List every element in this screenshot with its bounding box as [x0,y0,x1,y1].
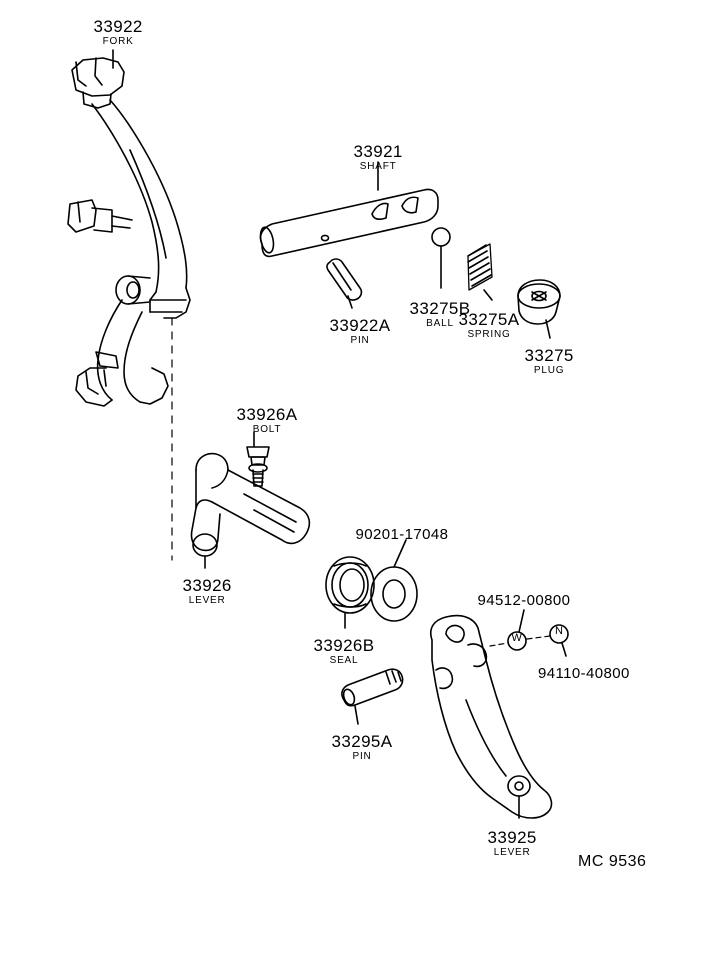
part-description: SEAL [329,654,359,666]
label-90201-17048 [356,527,449,543]
leader-90201 [394,540,406,567]
label-33275-plug [525,347,574,376]
part-shape-33922-fork [68,58,190,406]
label-33922-fork [94,18,143,47]
part-description: PIN [352,750,372,762]
part-number: 33926B [313,636,375,655]
label-33926-lever [183,577,232,606]
part-description: SPRING [467,328,511,340]
nut-mark-n-text [555,626,563,638]
label-33921-shaft [354,143,403,172]
leader-33922a [348,296,352,308]
part-number: 33922A [329,316,391,335]
part-number: 33295A [331,732,393,751]
part-number: 33275A [458,310,520,329]
leader-33275a [484,290,492,300]
label-94512-00800 [478,593,571,609]
part-description: PIN [350,334,370,346]
part-shape-33926b-seal [326,557,374,613]
part-number: 33926A [236,405,298,424]
leader-94512 [519,610,524,632]
part-shape-33275b-ball [432,228,450,246]
part-shape-33921-shaft [258,189,438,256]
part-description: LEVER [188,594,226,606]
leader-33275 [546,320,550,338]
part-description: LEVER [493,846,531,858]
mark-glyph: W [511,632,523,644]
part-shape-33295a-pin [342,669,403,706]
part-shape-33275a-spring [468,244,492,290]
diagram-code: MC 9536 [578,853,647,870]
part-description: FORK [102,35,134,47]
part-number: 90201-17048 [355,526,449,543]
part-description: PLUG [533,364,565,376]
part-shape-90201-17048-washer [371,567,417,621]
part-shape-33926a-bolt [247,447,269,486]
part-description: BOLT [252,423,282,435]
leader-94110 [562,643,566,656]
part-number: 33922 [93,17,143,36]
part-number: 33926 [182,576,232,595]
part-number: 33921 [353,142,403,161]
label-33925-lever [488,829,537,858]
label-33295a-pin [332,733,393,762]
part-shape-33926-lever [191,454,309,556]
part-number: 94110-40800 [538,665,630,682]
part-shape-33275-plug [518,280,560,324]
label-33922a-pin [330,317,391,346]
part-number: 33275B [409,299,471,318]
label-94110-40800 [538,666,630,682]
part-number: 33275 [524,346,574,365]
label-33926a-bolt [237,406,298,435]
part-number: 33925 [487,828,537,847]
part-number: 94512-00800 [477,592,571,609]
label-33926b-seal [314,637,375,666]
label-33275a-spring [459,311,520,340]
part-shape-33922a-pin [327,259,361,300]
leader-33295a [355,706,358,724]
mark-glyph: N [555,625,564,637]
part-description: BALL [426,317,454,329]
washer-mark-w-text [512,633,523,645]
part-description: SHAFT [359,160,397,172]
